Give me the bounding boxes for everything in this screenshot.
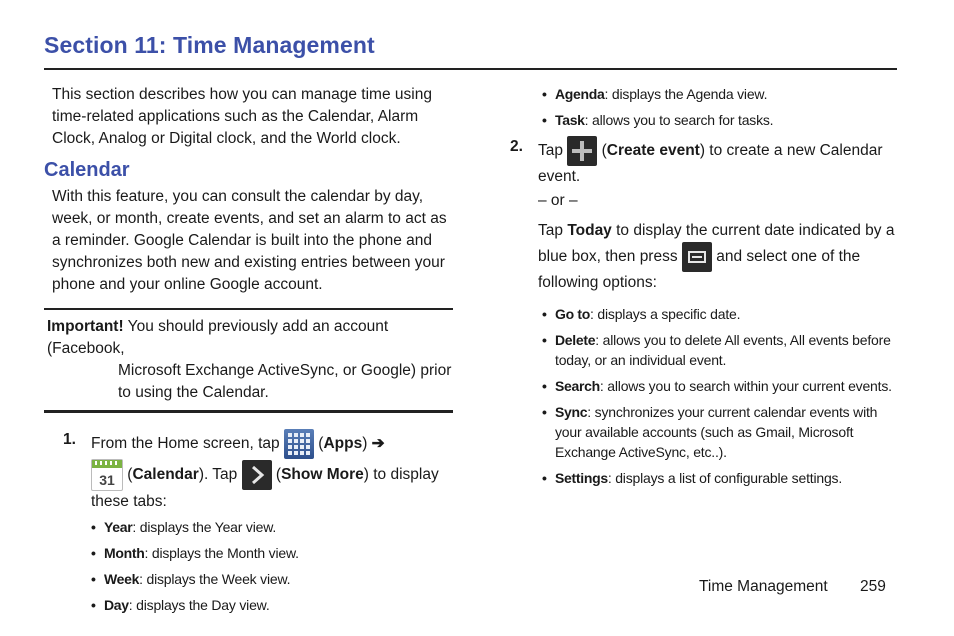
step-number: 2.	[510, 138, 523, 155]
list-item: • Delete: allows you to delete All events, All events before today, or an individual event.	[542, 330, 902, 370]
step-text: and select one of the following options:	[538, 248, 861, 291]
calendar-heading: Calendar	[44, 159, 130, 181]
calendar-icon-number: 31	[99, 472, 115, 488]
step-number: 1.	[63, 431, 76, 448]
calendar-paragraph: With this feature, you can consult the calendar by day, week, or month, create events, and set an alarm to act as a reminder. Google Calendar is built into the phone and synchronizes both new and existing entries between your phone and your online Google account.	[52, 188, 447, 293]
step-text: Tap	[538, 142, 563, 160]
today-label: Today	[567, 222, 612, 239]
step-text-block	[538, 220, 903, 294]
page-footer	[699, 578, 886, 596]
list-item: • Sync: synchronizes your current calendar events with your available accounts (such as Gmail, Microsoft Exchange ActiveSync, etc..).	[542, 402, 902, 462]
menu-icon	[682, 242, 712, 272]
list-item: • Day: displays the Day view.	[91, 595, 454, 615]
step-text: ) to display these tabs:	[91, 466, 439, 510]
list-item: • Search: allows you to search within your current events.	[542, 376, 902, 396]
step-text: to display the current date indicated by a blue box, then press	[538, 222, 895, 266]
step-1: 1. From the Home screen, tap (Apps) ➔ 31 (Calendar). Tap (Show More) to display these tabs: • Year: displays the Year view. • Month: displays the Month view. • Week: displays the Week view. • Day: displays the Day view.	[44, 429, 454, 615]
list-item: • Week: displays the Week view.	[91, 569, 454, 589]
step-text: Tap	[538, 222, 563, 239]
create-event-label: Create event	[606, 142, 700, 160]
arrow-glyph: ➔	[371, 435, 385, 453]
show-more-label: Show More	[281, 466, 364, 484]
tabs-list	[91, 517, 454, 615]
calendar-icon	[91, 459, 123, 491]
list-item: • Agenda: displays the Agenda view.	[542, 84, 903, 104]
important-line1: You should previously add an account (Facebook,	[47, 318, 389, 357]
left-column	[44, 84, 454, 621]
step-2: 2. Tap (Create event) to create a new Calendar event. – or – Tap Today to display the current date indicated by a blue box, then press and select one of the following options:	[508, 136, 903, 294]
apps-icon	[284, 429, 314, 459]
page-title: Section 11: Time Management	[44, 32, 375, 58]
tabs-list-continued	[542, 84, 903, 130]
footer-section: Time Management	[699, 578, 828, 595]
options-list	[542, 304, 902, 488]
page-number: 259	[859, 578, 886, 595]
important-note	[44, 308, 453, 413]
step-text: ) to create a new Calendar event.	[538, 142, 883, 185]
step-text: From the Home screen, tap	[91, 435, 280, 453]
or-separator: – or –	[538, 192, 578, 209]
create-event-icon	[567, 136, 597, 166]
title-divider	[44, 68, 897, 70]
list-item: • Go to: displays a specific date.	[542, 304, 902, 324]
apps-label: Apps	[323, 435, 363, 453]
show-more-icon	[242, 460, 272, 490]
list-item: • Month: displays the Month view.	[91, 543, 454, 563]
important-text: Microsoft Exchange ActiveSync, or Google) prior to using the Calendar.	[118, 362, 452, 401]
list-item: • Task: allows you to search for tasks.	[542, 110, 903, 130]
list-item: • Settings: displays a list of configurable settings.	[542, 468, 902, 488]
intro-paragraph: This section describes how you can manage time using time-related applications such as the Calendar, Alarm Clock, Analog or Digital clock, and the World clock.	[52, 86, 432, 147]
list-item: • Year: displays the Year view.	[91, 517, 454, 537]
step-text: ). Tap	[198, 466, 238, 484]
calendar-label: Calendar	[132, 466, 199, 484]
right-column	[508, 84, 903, 494]
important-label: Important!	[47, 318, 124, 335]
